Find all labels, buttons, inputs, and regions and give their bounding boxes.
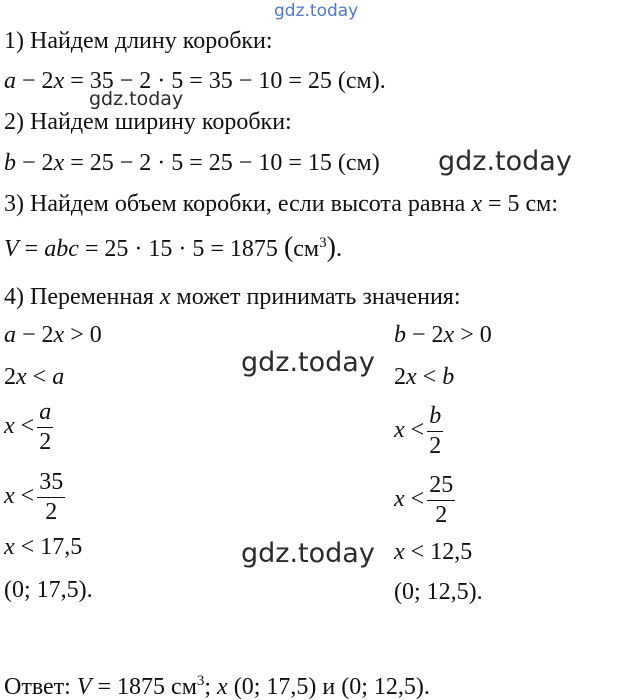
right-ineq-2 xyxy=(394,365,454,389)
left-ineq-3 xyxy=(4,400,53,455)
fraction xyxy=(37,470,65,525)
var-b: b xyxy=(4,150,16,176)
paren-close: ) xyxy=(326,232,336,263)
formula-part: − 2 xyxy=(406,322,444,348)
var-x: x xyxy=(53,322,65,348)
unit: см xyxy=(293,236,320,262)
fraction-numerator: b xyxy=(427,404,443,432)
step2-title: 2) Найдем ширину коробки: xyxy=(4,109,292,135)
title-part: 4) Переменная xyxy=(4,284,160,310)
var-b: b xyxy=(394,322,406,348)
var-x: x xyxy=(406,364,417,390)
var-b: b xyxy=(442,364,455,390)
formula-part: − 2 xyxy=(16,322,54,348)
left-ineq-2 xyxy=(4,365,64,389)
title-part: 3) Найдем объем коробки, если высота равна xyxy=(4,191,472,217)
formula-part: = 35 − 2 · 5 = 35 − 10 = 25 (см). xyxy=(64,68,386,94)
left-interval: (0; 17,5). xyxy=(4,577,93,603)
formula-part: = 1875 см xyxy=(91,674,197,700)
answer-line xyxy=(4,674,430,699)
left-ineq-5 xyxy=(4,535,82,559)
fraction-numerator: 35 xyxy=(37,470,65,498)
watermark-small: gdz.today xyxy=(89,88,184,110)
formula-part: ; xyxy=(204,674,218,700)
watermark-middle: gdz.today xyxy=(241,347,375,378)
fraction xyxy=(37,400,53,455)
var-V: V xyxy=(76,674,92,700)
watermark-top: gdz.today xyxy=(274,1,359,21)
formula-part: < xyxy=(404,486,425,513)
fraction-denominator: 2 xyxy=(429,433,442,460)
title-part: = 5 см: xyxy=(481,191,559,217)
formula-part: < xyxy=(26,364,53,390)
fraction-numerator: 25 xyxy=(427,473,455,501)
formula-part: < xyxy=(416,364,443,390)
formula-part: − 2 xyxy=(16,150,54,176)
formula-part: (0; 17,5) и (0; 12,5). xyxy=(227,674,430,700)
right-interval: (0; 12,5). xyxy=(394,579,483,605)
var-x: x xyxy=(53,68,65,94)
left-ineq-4 xyxy=(4,470,65,525)
formula-part: 2 xyxy=(4,364,16,390)
var-x: x xyxy=(4,483,15,510)
right-ineq-4 xyxy=(394,473,455,528)
left-ineq-1 xyxy=(4,323,102,347)
var-x: x xyxy=(394,417,405,444)
step3-title xyxy=(4,192,558,216)
formula-part: < xyxy=(404,417,425,444)
var-a: a xyxy=(52,364,65,390)
right-ineq-5 xyxy=(394,540,472,564)
exponent: 3 xyxy=(319,235,327,251)
formula-part: < xyxy=(14,413,35,440)
var-x: x xyxy=(53,150,65,176)
fraction xyxy=(427,473,455,528)
formula-part: < 12,5 xyxy=(404,539,473,565)
watermark-inline: gdz.today xyxy=(438,146,572,177)
watermark-lower: gdz.today xyxy=(241,538,375,569)
formula-part: = 25 − 2 · 5 = 25 − 10 = 15 (см) xyxy=(64,150,380,176)
var-x: x xyxy=(394,486,405,513)
var-x: x xyxy=(443,322,455,348)
var-x: x xyxy=(4,534,15,560)
formula-part: > 0 xyxy=(454,322,492,348)
var-x: x xyxy=(16,364,27,390)
step1-title: 1) Найдем длину коробки: xyxy=(4,28,273,54)
var-x: x xyxy=(471,191,482,217)
step2-formula xyxy=(4,151,380,175)
var-abc: abc xyxy=(44,236,79,262)
fraction-denominator: 2 xyxy=(39,429,52,456)
period: . xyxy=(335,236,342,262)
formula-part: = xyxy=(18,236,45,262)
paren-open: ( xyxy=(283,232,294,263)
var-x: x xyxy=(394,539,405,565)
fraction-numerator: a xyxy=(37,400,53,428)
step4-title xyxy=(4,285,461,309)
step1-formula xyxy=(4,69,386,93)
var-a: a xyxy=(4,322,16,348)
formula-part: > 0 xyxy=(64,322,102,348)
formula-part: < 17,5 xyxy=(14,534,83,560)
fraction-denominator: 2 xyxy=(45,499,58,526)
right-ineq-1 xyxy=(394,323,492,347)
var-V: V xyxy=(4,236,19,262)
formula-part: − 2 xyxy=(16,68,54,94)
var-x: x xyxy=(217,674,228,700)
formula-part: < xyxy=(14,483,35,510)
answer-label: Ответ: xyxy=(4,674,77,700)
var-x: x xyxy=(4,413,15,440)
var-x: x xyxy=(159,284,171,310)
right-ineq-3 xyxy=(394,404,443,459)
formula-part: = 25 · 15 · 5 = 1875 xyxy=(78,236,284,262)
exponent: 3 xyxy=(196,673,205,689)
title-part: может принимать значения: xyxy=(170,284,461,310)
step3-formula xyxy=(4,234,342,262)
var-a: a xyxy=(4,68,16,94)
fraction-denominator: 2 xyxy=(435,502,448,529)
formula-part: 2 xyxy=(394,364,406,390)
fraction xyxy=(427,404,443,459)
